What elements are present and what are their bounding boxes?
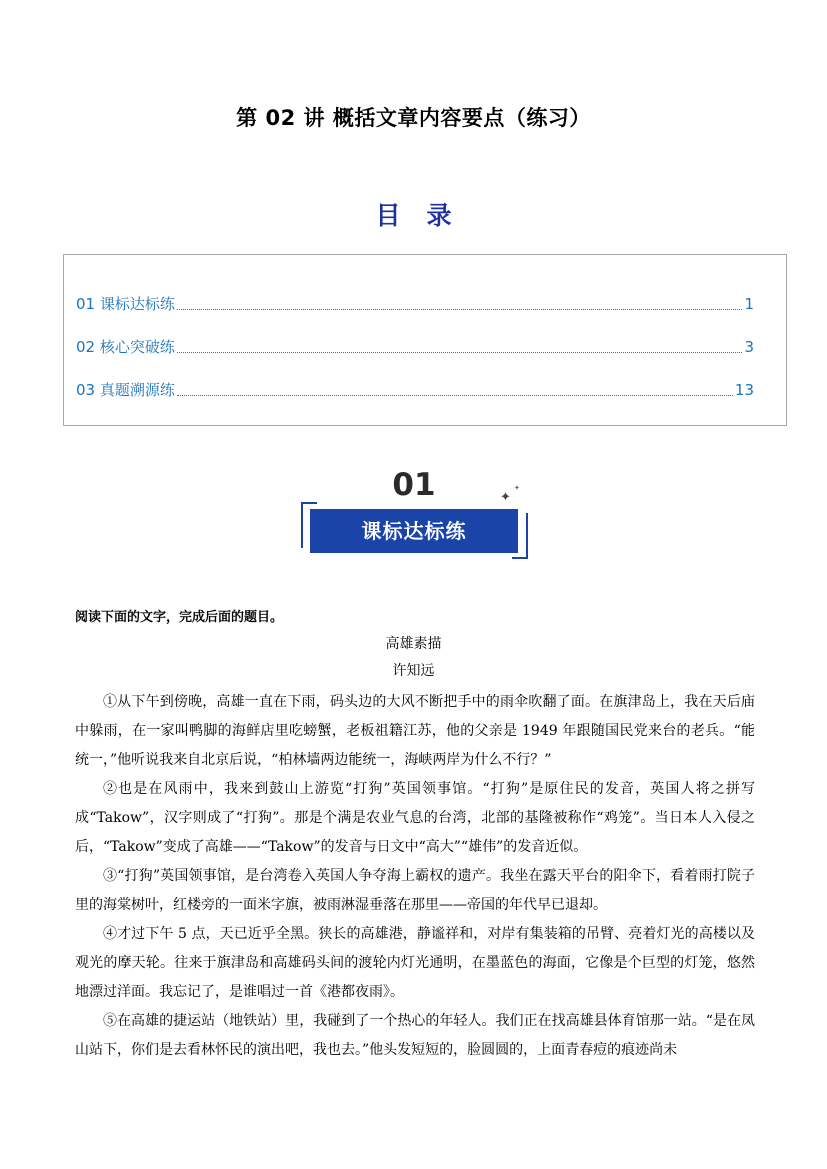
toc-entry-label: 03 真题溯源练 [76, 381, 175, 399]
toc-heading-char-1: 目 [375, 201, 401, 230]
section-number: 01 [392, 467, 436, 503]
article-paragraph: ②也是在风雨中，我来到鼓山上游览“打狗”英国领事馆。“打狗”是原住民的发音，英国人将之拼写成“Takow”，汉字则成了“打狗”。那是个满是农业气息的台湾，北部的基隆被称作“鸡笼”。当日本人入侵之后，“Takow”变成了高雄——“Takow”的发音与日文中“高大”“雄伟”的发音近似。 [75, 781, 755, 855]
table-of-contents [63, 254, 787, 426]
article-body [75, 688, 755, 1065]
page-title: 第 02 讲 概括文章内容要点（练习） [236, 106, 591, 130]
toc-heading-char-2: 录 [426, 201, 452, 230]
toc-entry-label: 01 课标达标练 [76, 295, 175, 313]
article-paragraph: ①从下午到傍晚，高雄一直在下雨，码头边的大风不断把手中的雨伞吹翻了面。在旗津岛上，我在天后庙中躲雨，在一家叫鸭脚的海鲜店里吃螃蟹，老板祖籍江苏，他的父亲是 1949 年跟随国民党来台的老兵。“能统一，”他听说我来自北京后说，“柏林墙两边能统一，海峡两岸为什么不行？” [75, 694, 755, 768]
sparkle-icon: ✦ [514, 484, 520, 492]
section-label-bar [310, 509, 518, 553]
toc-heading [0, 196, 827, 232]
toc-entry-page: 13 [734, 381, 754, 399]
section-label: 课标达标练 [361, 519, 467, 543]
toc-dot-leader [177, 309, 743, 310]
toc-entry-1[interactable] [76, 293, 754, 315]
article-author: 许知远 [392, 663, 435, 679]
toc-dot-leader [177, 352, 743, 353]
article-paragraph: ③“打狗”英国领事馆，是台湾卷入英国人争夺海上霸权的遗产。我坐在露天平台的阳伞下，看着雨打院子里的海棠树叶，红楼旁的一面米字旗，被雨淋湿垂落在那里——帝国的年代早已退却。 [75, 868, 755, 913]
toc-entry-page: 3 [744, 338, 754, 356]
toc-entry-3[interactable] [76, 379, 754, 401]
section-banner [298, 468, 530, 560]
toc-entry-2[interactable] [76, 336, 754, 358]
toc-dot-leader [177, 395, 733, 396]
reading-instruction: 阅读下面的文字，完成后面的题目。 [75, 610, 284, 625]
toc-entry-page: 1 [744, 295, 754, 313]
article-paragraph: ⑤在高雄的捷运站（地铁站）里，我碰到了一个热心的年轻人。我们正在找高雄县体育馆那一站。“是在凤山站下，你们是去看林怀民的演出吧，我也去。”他头发短短的，脸圆圆的，上面青春痘的痕迹尚未 [75, 1013, 755, 1058]
article-paragraph: ④才过下午 5 点，天已近乎全黑。狭长的高雄港，静谧祥和，对岸有集装箱的吊臂、亮着灯光的高楼以及观光的摩天轮。往来于旗津岛和高雄码头间的渡轮内灯光通明，在墨蓝色的海面，它像是个巨型的灯笼，悠然地漂过洋面。我忘记了，是谁唱过一首《港都夜雨》。 [75, 926, 755, 1000]
toc-entry-label: 02 核心突破练 [76, 338, 175, 356]
article-title: 高雄素描 [385, 636, 442, 652]
sparkle-icon: ✦ [500, 490, 511, 505]
